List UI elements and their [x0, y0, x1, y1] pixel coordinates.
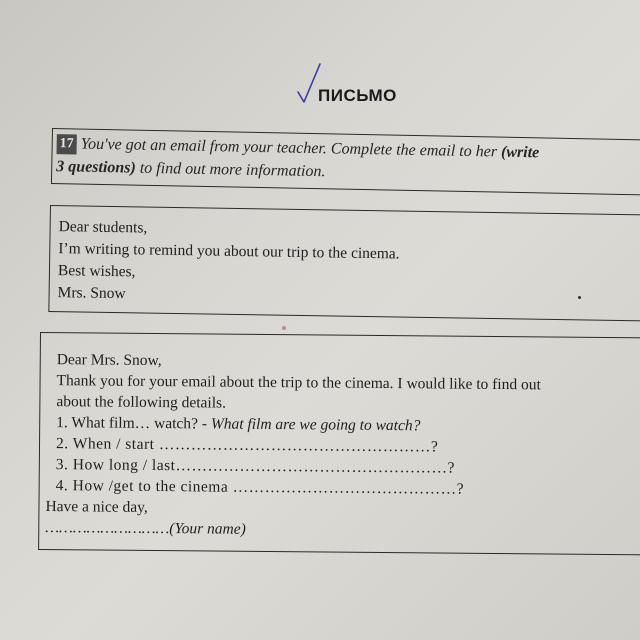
task-text-part1: You've got an email from your teacher. Complete the email to her [80, 135, 502, 161]
email-closing: Best wishes, [57, 262, 136, 281]
reply-email-box [38, 332, 640, 555]
question-3[interactable]: 3. How long / last……………………………………………? [55, 456, 455, 477]
reply-closing: Have a nice day, [45, 498, 148, 516]
teacher-email-box [48, 205, 640, 321]
task-box [51, 128, 640, 196]
teacher-email-text [57, 216, 400, 309]
task-text-bold: (write [500, 143, 540, 162]
email-greeting: Dear students, [58, 218, 148, 237]
page-title: ПИСЬМО [318, 86, 397, 105]
task-text-line2-rest: to find out more information. [135, 159, 326, 181]
task-text-line2-bold: 3 questions) [56, 158, 136, 177]
task-text-line2 [56, 155, 640, 189]
stray-dot [578, 296, 581, 299]
question-1-answer: What film are we going to watch? [210, 415, 421, 435]
task-number-badge: 17 [56, 134, 76, 154]
email-body: I’m writing to remind you about our trip to the cinema. [58, 240, 400, 263]
email-signature: Mrs. Snow [57, 284, 126, 303]
reply-email-text [45, 349, 640, 543]
reply-greeting: Dear Mrs. Snow, [56, 351, 162, 370]
reply-name-line[interactable]: ………………………(Your name) [45, 519, 246, 538]
question-1-prompt: 1. What film… watch? - [56, 414, 211, 433]
reply-body-line1: Thank you for your email about the trip to the cinema. I would like to find out [56, 372, 541, 394]
question-4[interactable]: 4. How /get to the cinema ……………………………………? [55, 477, 465, 498]
question-2[interactable]: 2. When / start ……………………………………………? [55, 435, 439, 456]
reply-body-line2: about the following details. [56, 393, 227, 412]
stray-pink-dot [282, 326, 286, 330]
